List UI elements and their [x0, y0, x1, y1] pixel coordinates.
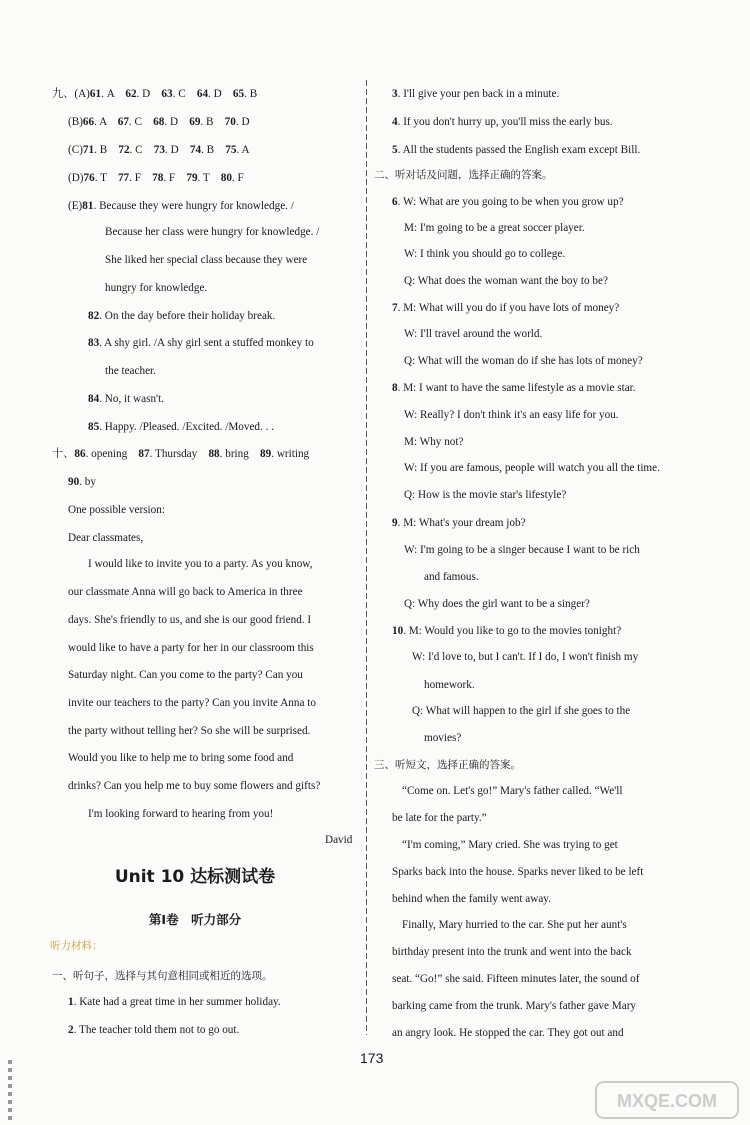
- right-heading-0: 二、听对话及问题，选择正确的答案。: [374, 169, 553, 181]
- watermark-text: MXQE.COM: [616, 1091, 718, 1111]
- right-line-13: W: If you are famous, people will watch you all the time.: [404, 462, 660, 474]
- right-line-32: barking came from the trunk. Mary's father gave Mary: [392, 1000, 637, 1012]
- left-line-8: 82. On the day before their holiday break.: [88, 310, 276, 322]
- left-line-15: One possible version:: [68, 504, 165, 516]
- right-line-25: be late for the party.”: [392, 812, 487, 824]
- right-heading-1: 三、听短文，选择正确的答案。: [374, 759, 521, 771]
- left-line-12: 85. Happy. /Pleased. /Excited. /Moved. . .: [88, 421, 275, 433]
- left-line-23: the party without telling her? So she will be surprised.: [68, 725, 311, 737]
- right-line-18: Q: Why does the girl want to be a singer?: [404, 598, 590, 610]
- listening-material-label: 听力材料：: [50, 940, 103, 952]
- unit-title: Unit 10 达标测试卷: [114, 867, 276, 887]
- right-line-16: W: I'm going to be a singer because I want to be rich: [404, 544, 640, 556]
- left-line-14: 90. by: [68, 476, 96, 488]
- left-heading-0: 一、听句子，选择与其句意相同或相近的选项。: [52, 970, 273, 982]
- left-line-6: She liked her special class because they were: [105, 254, 308, 266]
- right-line-27: Sparks back into the house. Sparks never liked to be left: [392, 866, 644, 878]
- right-line-4: M: I'm going to be a great soccer player.: [404, 222, 585, 234]
- left-line-18: our classmate Anna will go back to America in three: [68, 586, 303, 598]
- left-line-17: I would like to invite you to a party. As you know,: [88, 558, 313, 570]
- section-title: 第Ⅰ卷 听力部分: [148, 912, 242, 927]
- left-line-16: Dear classmates,: [68, 532, 144, 544]
- right-line-14: Q: How is the movie star's lifestyle?: [404, 489, 567, 501]
- left-line-22: invite our teachers to the party? Can you invite Anna to: [68, 697, 316, 709]
- right-line-28: behind when the family went away.: [392, 893, 551, 905]
- right-line-6: Q: What does the woman want the boy to be?: [404, 275, 608, 287]
- right-line-7: 7. M: What will you do if you have lots of money?: [392, 302, 620, 314]
- binding-mark: [8, 1060, 12, 1120]
- watermark-logo: [592, 1080, 742, 1120]
- right-line-0: 3. I'll give your pen back in a minute.: [392, 88, 560, 100]
- left-line-13: 十、86. opening 87. Thursday 88. bring 89. writing: [52, 448, 310, 460]
- left-line-4: (E)81. Because they were hungry for knowledge. /: [68, 200, 294, 212]
- right-line-21: homework.: [424, 679, 475, 691]
- right-line-31: seat. “Go!” she said. Fifteen minutes later, the sound of: [392, 973, 640, 985]
- left-line-1: (B)66. A 67. C 68. D 69. B 70. D: [68, 116, 250, 128]
- right-line-1: 4. If you don't hurry up, you'll miss the early bus.: [392, 116, 613, 128]
- left-line-20: would like to have a party for her in our classroom this: [68, 642, 314, 654]
- left-line-21: Saturday night. Can you come to the party? Can you: [68, 669, 303, 681]
- right-line-10: 8. M: I want to have the same lifestyle as a movie star.: [392, 382, 636, 394]
- column-divider: [366, 80, 367, 1035]
- right-line-23: movies?: [424, 732, 462, 744]
- right-line-20: W: I'd love to, but I can't. If I do, I won't finish my: [412, 651, 639, 663]
- left-line-26: I'm looking forward to hearing from you!: [88, 808, 274, 820]
- right-line-2: 5. All the students passed the English exam except Bill.: [392, 144, 641, 156]
- right-line-12: M: Why not?: [404, 436, 464, 448]
- left-line-27: David: [325, 834, 353, 846]
- right-line-30: birthday present into the trunk and went into the back: [392, 946, 632, 958]
- left-line-24: Would you like to help me to bring some food and: [68, 752, 294, 764]
- left-line-0: 九、(A)61. A 62. D 63. C 64. D 65. B: [52, 88, 258, 100]
- right-line-5: W: I think you should go to college.: [404, 248, 566, 260]
- left-line-3: (D)76. T 77. F 78. F 79. T 80. F: [68, 172, 244, 184]
- right-line-15: 9. M: What's your dream job?: [392, 517, 526, 529]
- left-line-5: Because her class were hungry for knowledge. /: [105, 226, 320, 238]
- right-line-17: and famous.: [424, 571, 479, 583]
- left-line-11: 84. No, it wasn't.: [88, 393, 164, 405]
- left-line-2: (C)71. B 72. C 73. D 74. B 75. A: [68, 144, 250, 156]
- right-line-22: Q: What will happen to the girl if she goes to the: [412, 705, 631, 717]
- left-line-25: drinks? Can you help me to buy some flowers and gifts?: [68, 780, 321, 792]
- page-number: 173: [360, 1050, 384, 1066]
- right-line-9: Q: What will the woman do if she has lots of money?: [404, 355, 643, 367]
- right-line-8: W: I'll travel around the world.: [404, 328, 543, 340]
- left-line-29: 2. The teacher told them not to go out.: [68, 1024, 240, 1036]
- right-line-3: 6. W: What are you going to be when you grow up?: [392, 196, 624, 208]
- left-line-19: days. She's friendly to us, and she is our good friend. I: [68, 614, 312, 626]
- right-line-26: “I'm coming,” Mary cried. She was trying to get: [402, 839, 618, 851]
- right-line-33: an angry look. He stopped the car. They got out and: [392, 1027, 624, 1039]
- right-line-11: W: Really? I don't think it's an easy life for you.: [404, 409, 619, 421]
- right-line-24: “Come on. Let's go!” Mary's father called. “We'll: [402, 785, 623, 797]
- left-line-28: 1. Kate had a great time in her summer holiday.: [68, 996, 281, 1008]
- right-line-19: 10. M: Would you like to go to the movies tonight?: [392, 625, 622, 637]
- left-line-9: 83. A shy girl. /A shy girl sent a stuffed monkey to: [88, 337, 314, 349]
- right-line-29: Finally, Mary hurried to the car. She put her aunt's: [402, 919, 627, 931]
- left-line-7: hungry for knowledge.: [105, 282, 208, 294]
- left-line-10: the teacher.: [105, 365, 156, 377]
